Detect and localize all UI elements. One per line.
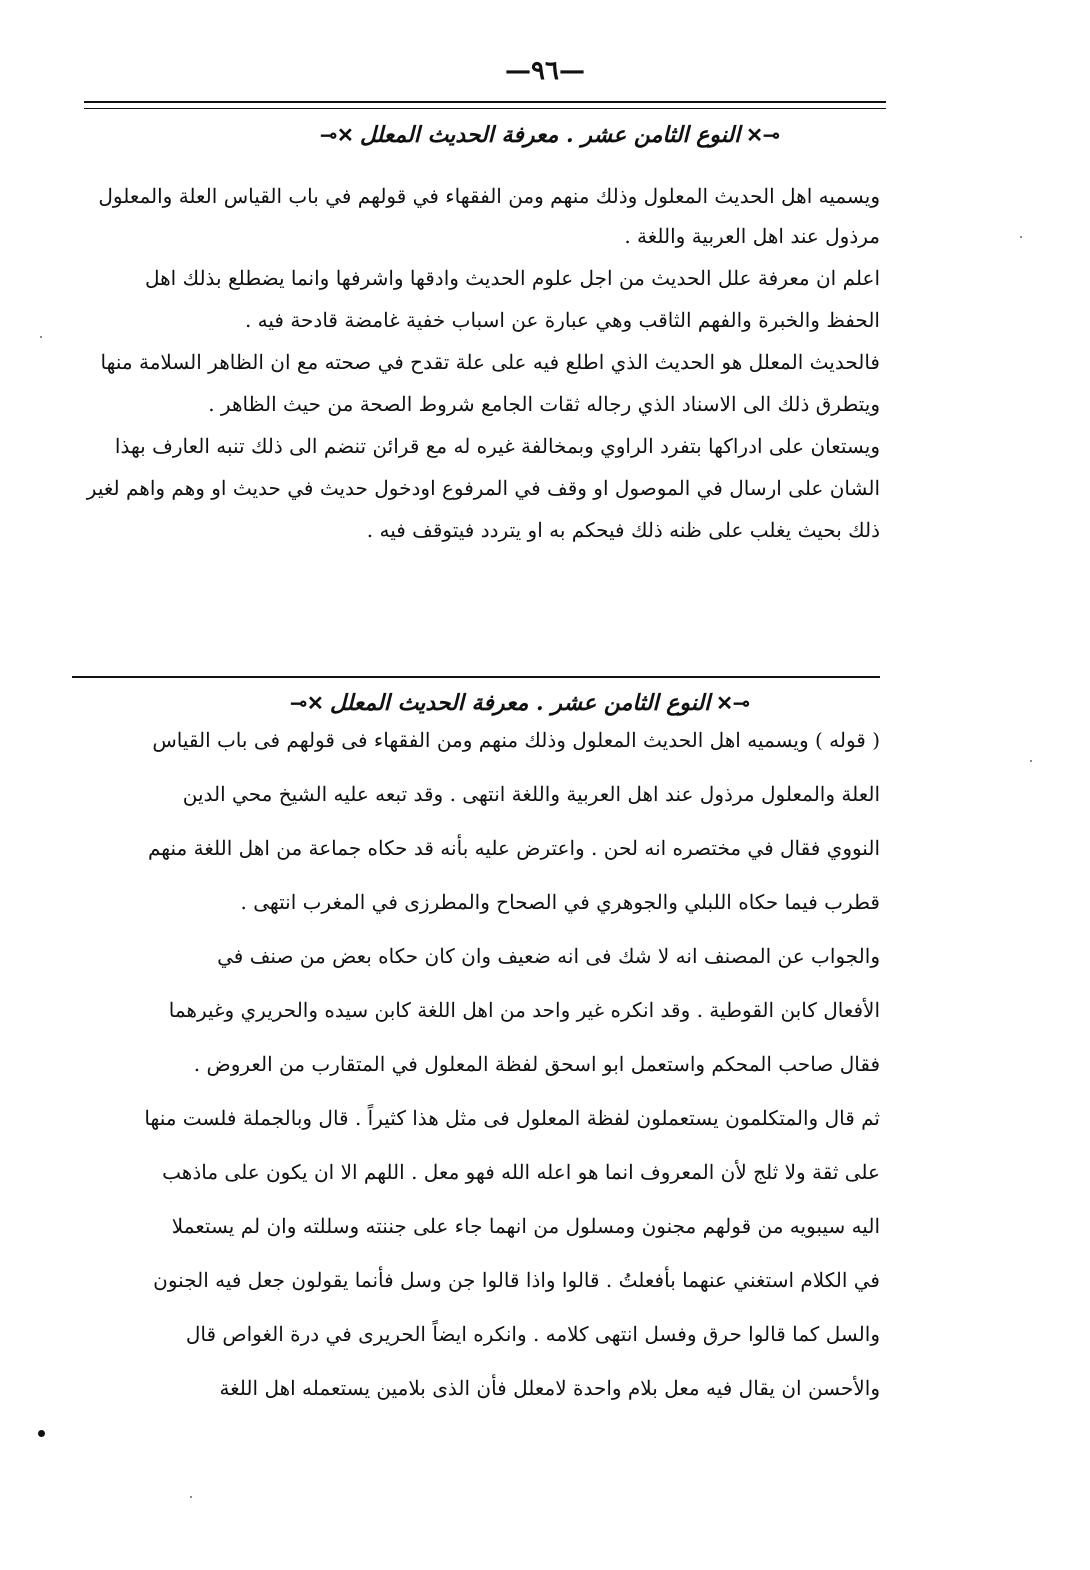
right-ornament-icon: ✕⊸ (290, 691, 324, 715)
text-line: والجواب عن المصنف انه لا شك فى انه ضعيف وان كان حكاه بعض من صنف في (217, 944, 880, 968)
scan-speck (1020, 236, 1022, 238)
header-double-rule (84, 101, 886, 109)
text-line: اليه سيبويه من قولهم مجنون ومسلول من انهما جاء على جننته وسللته وان لم يستعملا (171, 1214, 880, 1238)
text-line: ويتطرق ذلك الى الاسناد الذي رجاله ثقات الجامع شروط الصحة من حيث الظاهر . (208, 392, 880, 416)
left-ornament-icon: ⊸✕ (716, 691, 750, 715)
margin-dot-mark (38, 1430, 45, 1437)
text-line: على ثقة ولا ثلج لأن المعروف انما هو اعله الله فهو معل . اللهم الا ان يكون على ماذهب (162, 1160, 880, 1184)
scan-speck (190, 1496, 192, 1498)
left-ornament-icon: ⊸✕ (746, 123, 780, 147)
scan-speck (40, 336, 42, 338)
right-ornament-icon: ✕⊸ (320, 123, 354, 147)
text-line: اعلم ان معرفة علل الحديث من اجل علوم الحديث وادقها واشرفها وانما يضطلع بذلك اهل (144, 266, 880, 290)
text-line: ذلك بحيث يغلب على ظنه ذلك فيحكم به او يتردد فيتوقف فيه . (366, 518, 880, 542)
text-line: قطرب فيما حكاه اللبلي والجوهري في الصحاح والمطرزى في المغرب انتهى . (240, 890, 880, 914)
text-line: الحفظ والخبرة والفهم الثاقب وهي عبارة عن اسباب خفية غامضة قادحة فيه . (244, 308, 880, 332)
text-line: مرذول عند اهل العربية واللغة . (624, 224, 880, 248)
scan-speck (1030, 760, 1032, 762)
upper-section-body (68, 176, 880, 552)
text-line: ويستعان على ادراكها بتفرد الراوي وبمخالفة غيره له مع قرائن تنضم الى ذلك تنبه العارف بهذا (114, 434, 880, 458)
section-divider-rule (72, 676, 880, 678)
text-line: فقال صاحب المحكم واستعمل ابو اسحق لفظة المعلول في المتقارب من العروض . (193, 1052, 880, 1076)
text-line: الشان على ارسال في الموصول او وقف في المرفوع اودخول حديث في حديث او وهم واهم لغير (86, 476, 880, 500)
upper-section-heading (210, 118, 890, 152)
text-line: والأحسن ان يقال فيه معل بلام واحدة لامعلل فأن الذى بلامين يستعمله اهل اللغة (219, 1376, 880, 1400)
text-line: العلة والمعلول مرذول عند اهل العربية واللغة انتهى . وقد تبعه عليه الشيخ محي الدين (182, 782, 880, 806)
page-number: —٩٦— (505, 56, 585, 86)
text-line: والسل كما قالوا حرق وفسل انتهى كلامه . وانكره ايضاً الحريرى في درة الغواص قال (185, 1322, 880, 1346)
lower-section-body (58, 713, 880, 1415)
text-line: في الكلام استغني عنهما بأفعلتُ . قالوا واذا قالوا جن وسل فأنما يقولون جعل فيه الجنون (153, 1268, 880, 1292)
text-line: الأفعال كابن القوطية . وقد انكره غير واحد من اهل اللغة كابن سيده والحريري وغيرهما (168, 998, 880, 1022)
text-line: فالحديث المعلل هو الحديث الذي اطلع فيه على علة تقدح في صحته مع ان الظاهر السلامة منها (100, 350, 880, 374)
upper-heading-text: النوع الثامن عشر . معرفة الحديث المعلل (359, 122, 741, 148)
text-line: النووي فقال في مختصره انه لحن . واعترض عليه بأنه قد حكاه جماعة من اهل اللغة منهم (147, 836, 880, 860)
text-line: ثم قال والمتكلمون يستعملون لفظة المعلول فى مثل هذا كثيراً . قال وبالجملة فلست منها (144, 1106, 880, 1130)
lower-heading-text: النوع الثامن عشر . معرفة الحديث المعلل (329, 690, 711, 716)
text-line: ( قوله ) ويسميه اهل الحديث المعلول وذلك منهم ومن الفقهاء فى قولهم فى باب القياس (152, 728, 880, 752)
text-line: ويسميه اهل الحديث المعلول وذلك منهم ومن الفقهاء في قولهم في باب القياس العلة والمعلول (98, 184, 880, 208)
